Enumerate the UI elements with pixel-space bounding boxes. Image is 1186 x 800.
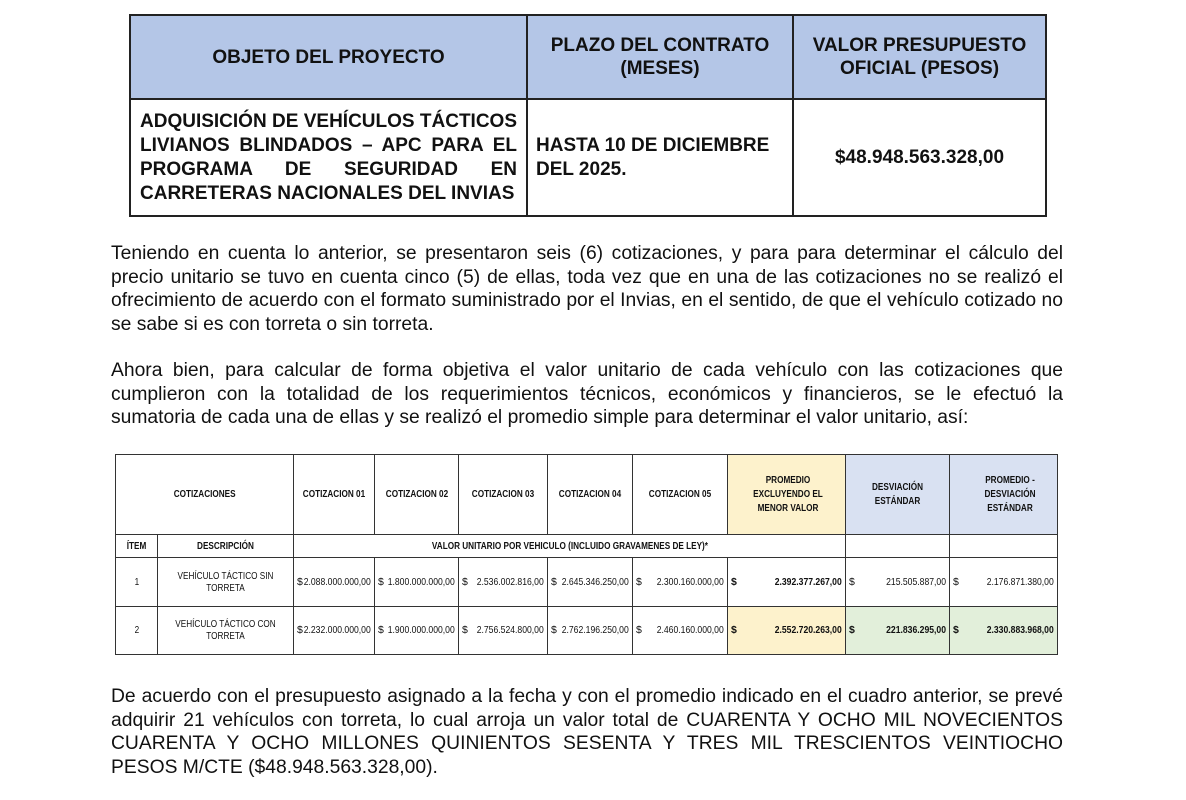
promedio-cell: $ 2.552.720.263,00 — [728, 606, 846, 655]
descripcion-cell: VEHÍCULO TÁCTICO SIN TORRETA — [158, 558, 294, 606]
header-cotizacion-02: COTIZACION 02 — [375, 455, 459, 535]
valor-cell: $48.948.563.328,00 — [793, 99, 1046, 216]
project-table-row — [130, 99, 1046, 216]
cotizacion-03-cell: $ 2.536.002.816,00 — [459, 558, 548, 606]
subheader-valor-unitario: VALOR UNITARIO POR VEHICULO (INCLUIDO GRAVAMENES DE LEY)* — [294, 534, 846, 557]
subheader-item: ÍTEM — [116, 534, 158, 557]
cotizacion-04-cell: $ 2.762.196.250,00 — [548, 606, 633, 655]
cotizacion-01-cell: $ 2.232.000.000,00 — [294, 606, 375, 655]
header-cotizacion-04: COTIZACION 04 — [548, 455, 633, 535]
subheader-descripcion: DESCRIPCIÓN — [158, 534, 294, 557]
header-valor: VALOR PRESUPUESTO OFICIAL (PESOS) — [793, 15, 1046, 99]
paragraph-calculo: Ahora bien, para calcular de forma objetiva el valor unitario de cada vehículo con las cotizaciones que cumplieron con la totalidad de los requerimientos técnicos, económicos y financieros, se le efectuó la sumatoria de cada una de ellas y se realizó el promedio simple para determinar el valor unitario, así: — [111, 360, 1063, 429]
objeto-cell: ADQUISICIÓN DE VEHÍCULOS TÁCTICOS LIVIANOS BLINDADOS – APC PARA EL PROGRAMA DE SEGURIDAD EN CARRETERAS NACIONALES DEL INVIAS — [130, 99, 527, 216]
descripcion-cell: VEHÍCULO TÁCTICO CON TORRETA — [158, 606, 294, 655]
subheader-empty-1 — [846, 534, 950, 557]
header-cotizacion-03: COTIZACION 03 — [459, 455, 548, 535]
desviacion-cell: $ 221.836.295,00 — [846, 606, 950, 655]
header-cotizacion-01: COTIZACION 01 — [294, 455, 375, 535]
cotizacion-05-cell: $ 2.300.160.000,00 — [633, 558, 728, 606]
header-plazo: PLAZO DEL CONTRATO (MESES) — [527, 15, 793, 99]
cotizacion-01-cell: $ 2.088.000.000,00 — [294, 558, 375, 606]
header-cotizacion-05: COTIZACION 05 — [633, 455, 728, 535]
cotizacion-02-cell: $ 1.800.000.000,00 — [375, 558, 459, 606]
cotizacion-02-cell: $ 1.900.000.000,00 — [375, 606, 459, 655]
header-cotizaciones: COTIZACIONES — [116, 455, 294, 535]
cotizacion-04-cell: $ 2.645.346.250,00 — [548, 558, 633, 606]
promedio-desviacion-cell: $ 2.176.871.380,00 — [950, 558, 1058, 606]
desviacion-cell: $ 215.505.887,00 — [846, 558, 950, 606]
project-table — [129, 14, 1047, 217]
cotizacion-05-cell: $ 2.460.160.000,00 — [633, 606, 728, 655]
item-cell: 1 — [116, 558, 158, 606]
quotes-table — [115, 454, 1058, 655]
project-table-header — [130, 15, 1046, 99]
quotes-subheader-row — [116, 534, 1058, 557]
table-row — [116, 558, 1058, 606]
table-row — [116, 606, 1058, 655]
promedio-cell: $ 2.392.377.267,00 — [728, 558, 846, 606]
header-desviacion: DESVIACIÓN ESTÁNDAR — [846, 455, 950, 535]
plazo-cell: HASTA 10 DE DICIEMBRE DEL 2025. — [527, 99, 793, 216]
quotes-header-row — [116, 455, 1058, 535]
cotizacion-03-cell: $ 2.756.524.800,00 — [459, 606, 548, 655]
promedio-desviacion-cell: $ 2.330.883.968,00 — [950, 606, 1058, 655]
item-cell: 2 — [116, 606, 158, 655]
paragraph-conclusion: De acuerdo con el presupuesto asignado a la fecha y con el promedio indicado en el cuadro anterior, se prevé adquirir 21 vehículos con torreta, lo cual arroja un valor total de CUARENTA Y OCHO MIL NOVECIENTOS CUARENTA Y OCHO MILLONES QUINIENTOS SESENTA Y TRES MIL TRESCIENTOS VEINTIOCHO PESOS M/CTE ($48.948.563.328,00). — [111, 686, 1063, 778]
subheader-empty-2 — [950, 534, 1058, 557]
header-promedio: PROMEDIO EXCLUYENDO EL MENOR VALOR — [728, 455, 846, 535]
paragraph-cotizaciones: Teniendo en cuenta lo anterior, se presentaron seis (6) cotizaciones, y para para determinar el cálculo del precio unitario se tuvo en cuenta cinco (5) de ellas, toda vez que en una de las cotizaciones no se realizó el ofrecimiento de acuerdo con el formato suministrado por el Invias, en el sentido, de que el vehículo cotizado no se sabe si es con torreta o sin torreta. — [111, 243, 1063, 335]
header-objeto: OBJETO DEL PROYECTO — [130, 15, 527, 99]
header-promedio-desviacion: PROMEDIO - DESVIACIÓN ESTÁNDAR — [950, 455, 1058, 535]
